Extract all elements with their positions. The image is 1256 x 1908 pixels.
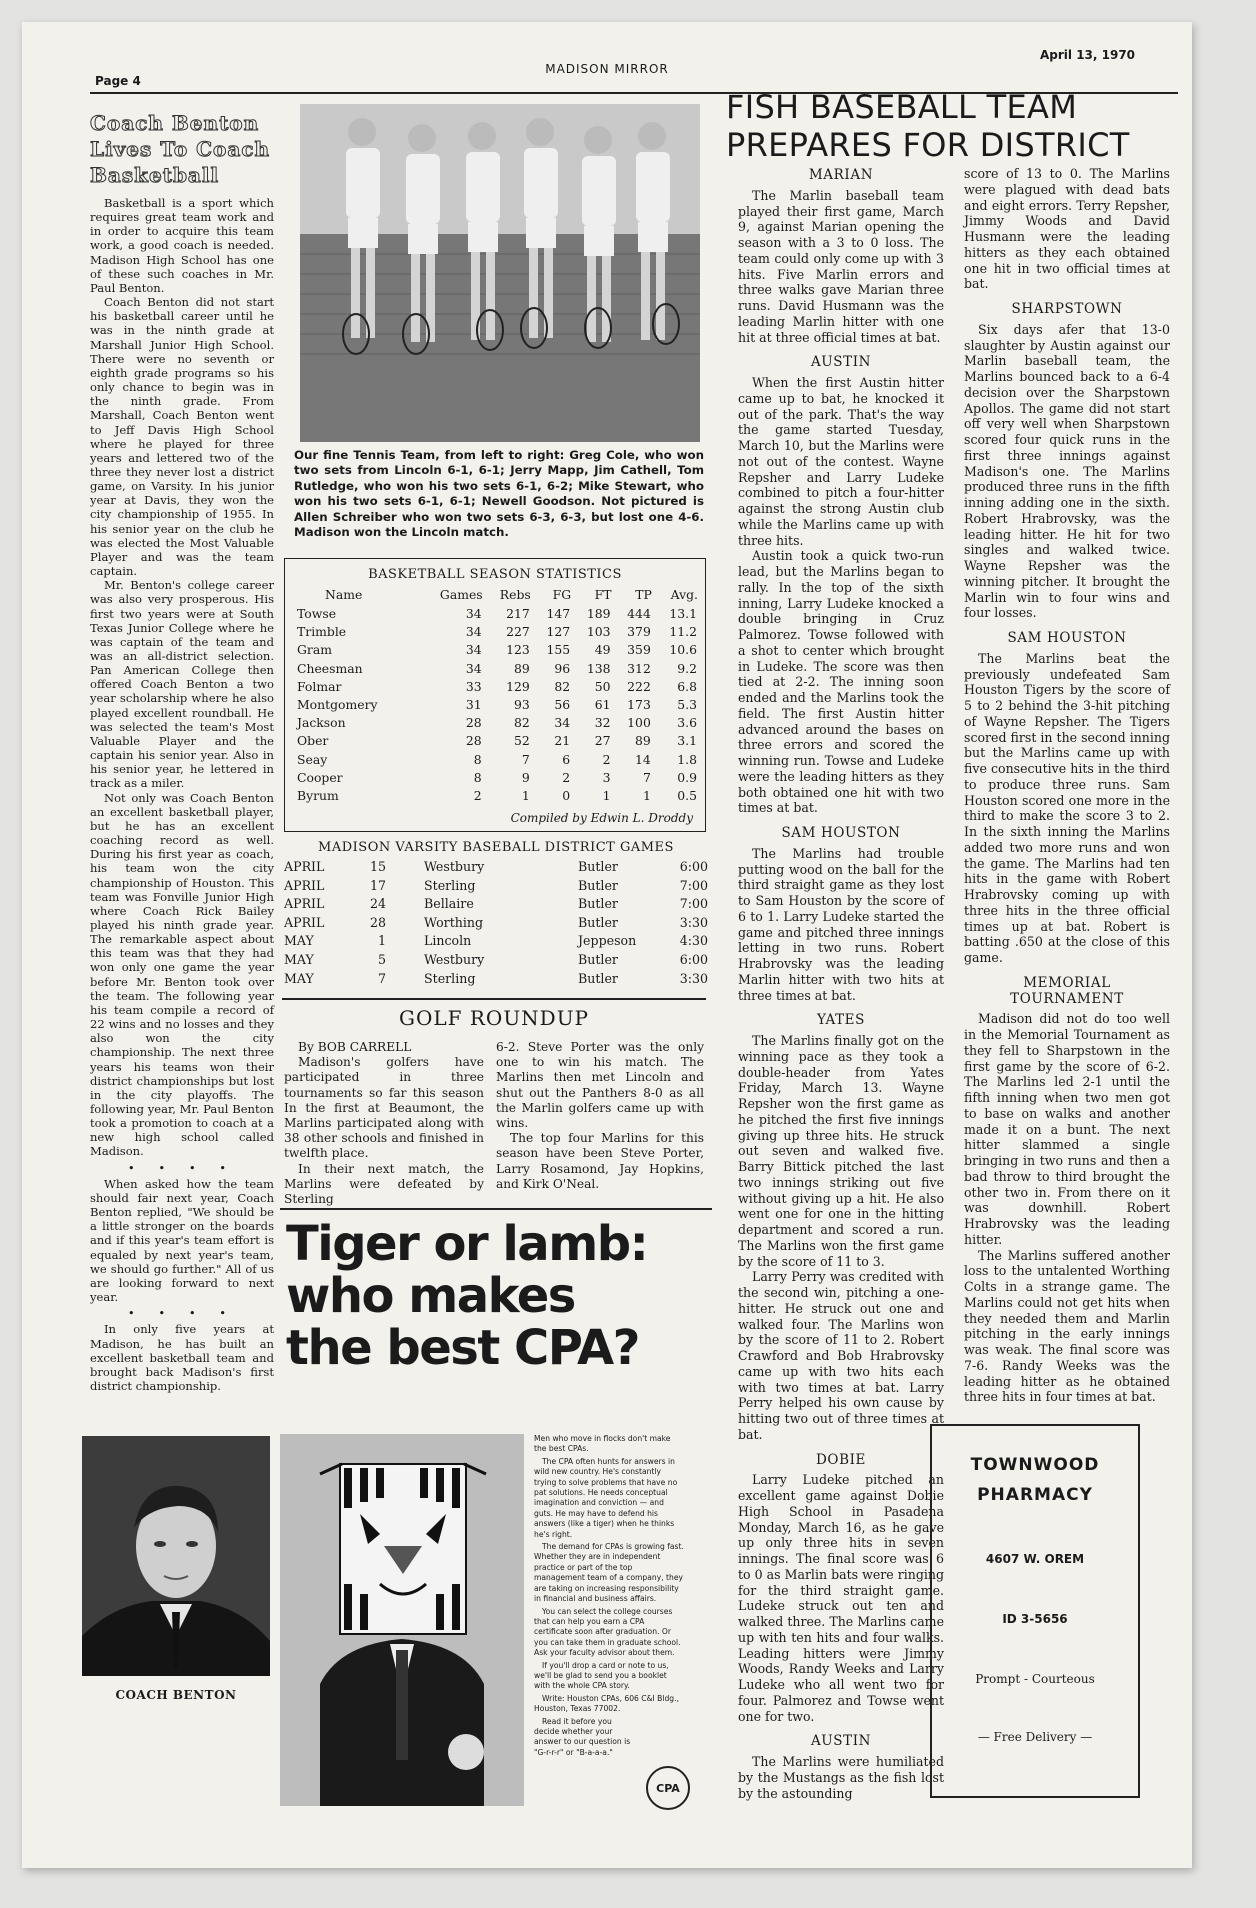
schedule-cell: Sterling	[424, 877, 476, 893]
tiger-mask-illustration	[280, 1434, 524, 1806]
schedule-cell: APRIL	[284, 896, 325, 912]
stats-cell: 9	[521, 769, 530, 785]
fish-headline-line: PREPARES FOR DISTRICT	[726, 126, 1130, 164]
fish-para: When the first Austin hitter came up to bat, he knocked it out of the park. That's the way the game started Tuesday, March 10, but the Marlins were not out of the contest. Wayne Repsher and Larry Ludeke combined to pitch a four-hitter against the strong Austin club while the Marlins came up with three hits.	[738, 375, 944, 548]
stats-row	[295, 696, 699, 714]
fish-para: score of 13 to 0. The Marlins were plagued with dead bats and eight errors. Terry Repsher, Jimmy Woods and David Husmann were the leading hitters as they each obtained one hit in two official times at bat.	[964, 166, 1170, 292]
stats-header-cell: Games	[439, 587, 483, 602]
stats-cell: 1.8	[677, 751, 697, 767]
stats-cell: 9.2	[677, 660, 697, 676]
ad-headline-line: who makes	[286, 1268, 575, 1324]
stats-cell: 50	[594, 678, 611, 694]
stats-row	[295, 714, 699, 732]
stats-cell: Cooper	[297, 769, 343, 785]
golf-para: The top four Marlins for this season have been Steve Porter, Larry Rosamond, Jay Hopkins, and Kirk O'Neal.	[496, 1131, 704, 1191]
stats-cell: 56	[554, 697, 571, 713]
schedule-cell: MAY	[284, 951, 314, 967]
stats-cell: 89	[513, 660, 530, 676]
schedule-cell: Westbury	[424, 859, 485, 874]
schedule-cell: MAY	[284, 933, 314, 949]
fish-headline	[726, 88, 1146, 164]
golf-title: GOLF ROUNDUP	[398, 1006, 590, 1030]
schedule-cell: Lincoln	[424, 933, 472, 949]
schedule-cell: MAY	[284, 970, 314, 986]
schedule-row	[280, 970, 712, 989]
stats-cell: 138	[586, 660, 611, 676]
ad-headline-line: Tiger or lamb:	[286, 1216, 648, 1272]
stats-cell: 1	[521, 788, 530, 804]
ad-copy-para: Read it before you decide whether your answer to our question is "G-r-r-r" or "B-a-a-a."	[534, 1716, 631, 1757]
pharmacy-name-line: PHARMACY	[977, 1485, 1093, 1505]
stats-cell: 6	[562, 751, 571, 767]
stats-cell: 2	[602, 751, 611, 767]
schedule-cell: Butler	[578, 970, 618, 986]
stats-cell: 129	[506, 678, 530, 694]
ad-copy-para: Write: Houston CPAs, 606 C&I Bldg., Houston, Texas 77002.	[534, 1693, 679, 1714]
ad-headline	[286, 1218, 647, 1374]
fish-subhead: YATES	[817, 1012, 865, 1029]
stats-row	[295, 787, 699, 805]
fish-para: Austin took a quick two-run lead, but the Marlins began to rally. In the top of the sixth inning, Larry Ludeke knocked a double bringing in Cruz Palmorez. Towse followed with a shot to center which brought in Ludeke. The score was then tied at 2-2. The inning soon ended and the Marlins took the field. The first Austin hitter advanced around the bases on three errors and scored the winning run. Towse and Ludeke were the leading hitters as they both obtained one hit with two times at bat.	[738, 548, 944, 816]
ad-top-rule	[280, 1208, 712, 1210]
pharmacy-slogan: Prompt - Courteous	[975, 1672, 1095, 1686]
stats-row	[295, 641, 699, 659]
fish-col1	[738, 168, 944, 1801]
stats-cell: 444	[627, 606, 651, 621]
fish-subhead: AUSTIN	[810, 1733, 872, 1750]
stats-cell: Ober	[297, 733, 329, 749]
stats-cell: 7	[642, 769, 651, 785]
stats-cell: 1	[602, 788, 611, 804]
schedule-row	[280, 877, 712, 896]
stats-cell: 27	[594, 733, 611, 749]
coach-photo-caption: COACH BENTON	[115, 1688, 237, 1702]
fish-para: The Marlins were humiliated by the Mustangs as the fish lost by the astounding	[738, 1754, 944, 1801]
ad-copy-para: The demand for CPAs is growing fast. Whether they are in independent practice or part of the top management team of a company, they are taking on increasing responsibility in financial and business affairs.	[534, 1542, 684, 1604]
stats-cell: 123	[506, 642, 530, 658]
schedule-cell: 7:00	[679, 877, 708, 893]
coach-benton-photo	[82, 1436, 270, 1676]
benton-para: Basketball is a sport which requires great team work and in order to acquire this team work, a good coach is needed. Madison High School has one of these such coaches in Mr. Paul Benton.	[90, 196, 274, 295]
schedule-row	[280, 895, 712, 914]
schedule-cell: Jeppeson	[578, 933, 637, 949]
schedule-cell: 5	[377, 951, 386, 967]
stats-cell: 34	[554, 715, 571, 731]
fish-subhead: SAM HOUSTON	[781, 825, 901, 841]
stats-cell: 21	[554, 733, 571, 749]
schedule-cell: 4:30	[679, 933, 708, 949]
page-number: Page 4	[95, 74, 141, 88]
ad-copy-para: You can select the college courses that can help you earn a CPA certificate soon after graduation. Or you can take them in graduate school. Ask your faculty advisor about them.	[534, 1606, 681, 1658]
stats-cell: 217	[506, 606, 530, 621]
golf-para: Madison's golfers have participated in three tournaments so far this season In the first at Beaumont, the Marlins participated along with 38 other schools and finished in twelfth place.	[284, 1055, 484, 1161]
schedule-row	[280, 914, 712, 933]
fish-para: Madison did not do too well in the Memorial Tournament as they fell to Sharpstown in the first game by the score of 6-2. The Marlins led 2-1 until the fifth inning when two men got to base on walks and another made it on a bunt. The next hitter slammed a single bringing in two runs and then a bad throw to third brought the other two in. From there on it was downhill. Robert Hrabrovsky was the leading hitter.	[964, 1011, 1170, 1247]
pharmacy-name	[932, 1450, 1138, 1510]
cpa-seal-icon	[646, 1766, 690, 1810]
fish-subhead: MEMORIAL TOURNAMENT	[1010, 974, 1124, 1007]
stats-credit: Compiled by Edwin L. Droddy	[510, 811, 693, 825]
stats-cell: 33	[465, 678, 482, 694]
stats-row	[295, 660, 699, 678]
stats-cell: 359	[627, 642, 651, 658]
stats-cell: 82	[513, 715, 530, 731]
stats-cell: 155	[546, 642, 571, 658]
stats-cell: Cheesman	[297, 660, 363, 676]
stats-cell: Byrum	[297, 788, 339, 804]
cpa-ad	[280, 1208, 712, 1814]
schedule-row	[280, 858, 712, 877]
stats-header-row	[295, 586, 699, 605]
fish-subhead: AUSTIN	[810, 354, 872, 371]
stats-cell: 34	[465, 606, 482, 621]
fish-subhead: DOBIE	[816, 1451, 866, 1468]
stats-cell: 49	[594, 642, 611, 658]
benton-para: Not only was Coach Benton an excellent basketball player, but he has an excellent coaching record as well. During his first year as coach, his team won the city championship of Houston. This team was Fonville Junior High where Coach Rick Bailey played his ninth grade year. The remarkable aspect about this team was that they had won only one game the year before Mr. Benton took over the team. The following year his team compile a record of 22 wins and no losses and they also won the city championship. The next three years his teams won their district championships but lost in the city playoffs. The following year, Mr. Paul Benton took a promotion to coach at a new high school called Madison.	[90, 790, 274, 1159]
stats-cell: 0	[562, 788, 571, 804]
schedule-row	[280, 932, 712, 951]
stats-row	[295, 678, 699, 696]
schedule-cell: 17	[369, 877, 386, 893]
stats-cell: 93	[513, 697, 530, 713]
stats-cell: 34	[465, 660, 482, 676]
schedule-cell: 15	[369, 859, 386, 874]
stats-cell: 103	[586, 624, 611, 640]
stats-cell: 89	[635, 733, 651, 749]
stats-cell: 6.8	[677, 678, 697, 694]
schedule-cell: 3:30	[679, 914, 708, 930]
benton-para: In only five years at Madison, he has built an excellent basketball team and brought back Madison's first district championship.	[90, 1322, 274, 1393]
stats-cell: 52	[513, 733, 530, 749]
tennis-team-photo	[300, 104, 700, 442]
golf-byline: By BOB CARRELL	[298, 1040, 412, 1054]
pharmacy-phone: ID 3-5656	[1002, 1612, 1068, 1626]
ad-headline-line: the best CPA?	[286, 1320, 640, 1376]
schedule-cell: APRIL	[284, 914, 325, 930]
pharmacy-ad	[930, 1424, 1140, 1798]
stats-header-cell: Avg.	[670, 587, 698, 602]
fish-para: The Marlins finally got on the winning pace as they took a double-header from Yates Friday, March 13. Wayne Repsher won the first game as he pitched the first five innings giving up three hits. He struck out seven and walked five. Barry Bittick pitched the last two innings striking out five without giving up a hit. He also went one for one in the hitting department and scored a run. The Marlins won the first game by the score of 11 to 3.	[738, 1033, 944, 1269]
stats-cell: 100	[627, 715, 651, 731]
schedule-title: MADISON VARSITY BASEBALL DISTRICT GAMES	[318, 840, 674, 855]
stats-cell: 96	[554, 660, 571, 676]
stats-cell: 0.5	[677, 788, 697, 804]
fish-subhead: SHARPSTOWN	[1011, 301, 1123, 317]
section-dots: • • • •	[127, 1160, 237, 1175]
schedule-cell: 7	[377, 970, 386, 986]
schedule-cell: 6:00	[679, 951, 708, 967]
issue-date: April 13, 1970	[1040, 48, 1136, 62]
fish-para: The Marlins suffered another loss to the untalented Worthing Colts in a strange game. The Marlins could not get hits when they needed them and Marlin pitching in the early innings was weak. The final score was 7-6. Randy Weeks was the leading hitter as he obtained three hits in four times at bat.	[964, 1247, 1170, 1405]
stats-cell: Towse	[297, 606, 337, 621]
stats-cell: 2	[473, 788, 482, 804]
golf-para: In their next match, the Marlins were defeated by Sterling	[284, 1161, 484, 1207]
benton-article	[90, 196, 274, 1393]
stats-row	[295, 732, 699, 750]
stats-header-cell: TP	[635, 587, 652, 602]
stats-row	[295, 623, 699, 641]
golf-col2	[496, 1040, 704, 1192]
schedule-cell: Sterling	[424, 970, 476, 986]
schedule-cell: Butler	[578, 951, 618, 967]
stats-cell: 34	[465, 642, 482, 658]
ad-copy-para: The CPA often hunts for answers in wild new country. He's constantly trying to solve problems that have no pat solutions. He needs conceptual imagination and conviction — and guts. He may have to defend his answers (like a tiger) when he thinks he's right.	[534, 1456, 678, 1539]
fish-col2	[964, 166, 1170, 1405]
stats-cell: 1	[642, 788, 651, 804]
stats-box	[284, 558, 706, 832]
ad-copy	[534, 1434, 684, 1758]
newspaper-page	[22, 22, 1192, 1868]
schedule-cell: 1	[377, 933, 386, 949]
stats-cell: 10.6	[669, 642, 697, 658]
stats-cell: Gram	[297, 642, 332, 658]
stats-cell: Montgomery	[297, 697, 378, 713]
benton-para: Mr. Benton's college career was also very prosperous. His first two years were at South Texas Junior College where he was captain of the team and was an all-district selection. Pan American College then offered Coach Benton a two year scholarship where he also played excellent roundball. He was selected the team's Most Valuable Player and the captain his senior year. Also in his senior year, he lettered in track as a miler.	[90, 578, 274, 791]
fish-para: The Marlins had trouble putting wood on the ball for the third straight game as they lost to Sam Houston by the score of 6 to 1. Larry Ludeke started the game and pitched three innings letting in two runs. Robert Hrabrovsky was the leading Marlin hitter with two hits at three times at bat.	[738, 845, 944, 1003]
stats-cell: 34	[465, 624, 482, 640]
schedule-cell: Westbury	[424, 951, 485, 967]
stats-cell: Jackson	[297, 715, 346, 731]
schedule-cell: Butler	[578, 859, 618, 874]
schedule-table	[280, 858, 712, 988]
stats-title: BASKETBALL SEASON STATISTICS	[368, 567, 622, 582]
stats-cell: 222	[627, 678, 651, 694]
fish-para: The Marlin baseball team played their first game, March 9, against Marian opening the season with a 3 to 0 loss. The team could only come up with 3 hits. Five Marlin errors and three walks gave Marian three runs. David Husmann was the leading Marlin hitter with one hit at three official times at bat.	[738, 187, 944, 345]
stats-cell: 312	[627, 660, 651, 676]
ad-copy-para: If you'll drop a card or note to us, we'll be glad to send you a booklet with the whole CPA story.	[534, 1660, 669, 1691]
stats-cell: 3.6	[677, 715, 697, 731]
stats-cell: 147	[546, 606, 571, 621]
stats-row	[295, 751, 699, 769]
stats-cell: Seay	[297, 751, 328, 767]
stats-cell: 11.2	[669, 624, 697, 640]
stats-cell: 2	[562, 769, 571, 785]
schedule-cell: Butler	[578, 914, 618, 930]
cpa-seal-label: CPA	[656, 1781, 680, 1795]
schedule-cell: 3:30	[679, 970, 708, 986]
stats-header-cell: Rebs	[499, 587, 531, 602]
fish-para: The Marlins beat the previously undefeated Sam Houston Tigers by the score of 5 to 2 behind the 3-hit pitching of Wayne Repsher. The Tigers scored first in the second inning but the Marlins came up with five consecutive hits in the third to produce three runs. Sam Houston scored one more in the third to make the score 3 to 2. In the sixth inning the Marlins added two more runs and won the game. The Marlins had ten hits in the game with Robert Hrabrovsky coming up with three hits in the three official times up at bat. Robert is batting .650 at the close of this game.	[964, 650, 1170, 965]
stats-row	[295, 605, 699, 623]
stats-cell: 28	[465, 715, 482, 731]
schedule-rule	[282, 998, 706, 1000]
stats-cell: 8	[473, 769, 482, 785]
fish-headline-line: FISH BASEBALL TEAM	[726, 88, 1078, 126]
stats-cell: 14	[635, 751, 651, 767]
stats-cell: 28	[465, 733, 482, 749]
schedule-cell: Worthing	[424, 914, 484, 930]
stats-cell: 227	[506, 624, 530, 640]
stats-header-cell: FG	[552, 587, 572, 602]
paper-name: MADISON MIRROR	[545, 62, 669, 76]
schedule-cell: 6:00	[679, 859, 708, 874]
schedule-cell: 24	[369, 896, 386, 912]
portrait-illustration	[82, 1436, 270, 1676]
stats-cell: 61	[594, 697, 611, 713]
stats-table	[295, 586, 699, 805]
stats-cell: 31	[465, 697, 482, 713]
stats-header-cell: Name	[325, 587, 363, 602]
stats-header-cell: FT	[594, 587, 612, 602]
benton-para: When asked how the team should fair next year, Coach Benton replied, "We should be a little stronger on the boards and if this year's team effort is equaled by next year's team, we should go further." All of us are looking forward to next year.	[90, 1176, 274, 1305]
schedule-row	[280, 951, 712, 970]
pharmacy-name-line: TOWNWOOD	[970, 1455, 1100, 1475]
fish-subhead: SAM HOUSTON	[1007, 630, 1127, 646]
stats-cell: 127	[546, 624, 571, 640]
stats-cell: 379	[627, 624, 651, 640]
schedule-cell: Butler	[578, 877, 618, 893]
stats-cell: 82	[554, 678, 571, 694]
schedule-cell: Bellaire	[424, 896, 474, 912]
tennis-team-illustration	[300, 104, 700, 442]
stats-row	[295, 769, 699, 787]
golf-para: 6-2. Steve Porter was the only one to win his match. The Marlins then met Lincoln and shut out the Panthers 8-0 as all the Marlin golfers came up with wins.	[496, 1040, 704, 1131]
fish-para: Larry Ludeke pitched an excellent game against Dobie High School in Pasadena Monday, March 16, as he gave up only three hits in seven innings. The final score was 6 to 0 as Marlin bats were ringing for the third straight game. Ludeke struck out ten and walked three. The Marlins came up with ten hits and four walks. Leading hitters were Jimmy Woods, Randy Weeks and Larry Ludeke who all went two for four. Palmorez and Towse went one for two.	[738, 1472, 944, 1724]
stats-cell: 32	[594, 715, 611, 731]
stats-cell: 5.3	[677, 697, 697, 713]
stats-cell: Trimble	[297, 624, 347, 640]
fish-subhead: MARIAN	[808, 167, 874, 183]
benton-headline: Coach Benton Lives To Coach Basketball	[90, 111, 271, 187]
pharmacy-address: 4607 W. OREM	[985, 1552, 1085, 1566]
pharmacy-delivery: — Free Delivery —	[977, 1730, 1093, 1744]
section-dots: • • • •	[127, 1306, 237, 1321]
benton-para: Coach Benton did not start his basketball career until he was in the ninth grade at Marshall Junior High School. There were no seventh or eighth grade programs so his only chance to begin was in the ninth grade. From Marshall, Coach Benton went to Jeff Davis High School where he played for three years and lettered two of the three they never lost a district game, on Varsity. In his junior year at Davis, they won the city championship of 1955. In his senior year on the club he was elected the Most Valuable Player and was the team captain.	[90, 295, 274, 579]
stats-cell: 189	[586, 606, 611, 621]
ad-copy-para: Men who move in flocks don't make the best CPAs.	[534, 1434, 671, 1454]
schedule-cell: APRIL	[284, 859, 325, 874]
tiger-mask-photo	[280, 1434, 524, 1806]
schedule-cell: APRIL	[284, 877, 325, 893]
schedule-cell: Butler	[578, 896, 618, 912]
tennis-caption: Our fine Tennis Team, from left to right: Greg Cole, who won two sets from Lincoln 6-1, 6-1; Jerry Mapp, Jim Cathell, Tom Rutledge, who won his two sets 6-1, 6-2; Mike Stewart, who won his two sets 6-1, 6-1; Newell Goodson. Not pictured is Allen Schreiber who won two sets 6-3, 6-3, but lost one 4-6. Madison won the Lincoln match.	[294, 448, 704, 540]
stats-cell: 13.1	[669, 606, 697, 621]
stats-cell: 3.1	[677, 733, 697, 749]
stats-cell: 7	[521, 751, 530, 767]
golf-col1	[284, 1040, 484, 1207]
schedule-cell: 28	[369, 914, 386, 930]
fish-para: Larry Perry was credited with the second win, pitching a one-hitter. He struck out one and walked four. The Marlins won by the score of 11 to 2. Robert Crawford and Bob Hrabrovsky came up with two hits each with two times at bat. Larry Perry helped his own cause by hitting two out of three times at bat.	[738, 1269, 944, 1442]
stats-cell: 3	[602, 769, 611, 785]
stats-cell: Folmar	[297, 678, 342, 694]
stats-cell: 8	[473, 751, 482, 767]
fish-para: Six days afer that 13-0 slaughter by Austin against our Marlin baseball team, the Marlins bounced back to a 6-4 decision over the Sharpstown Apollos. The game did not start off very well when Sharpstown scored four quick runs in the first three innings against Madison's one. The Marlins produced three runs in the fifth inning adding one in the sixth. Robert Hrabrovsky, was the leading hitter. He hit for two singles and walked twice. Wayne Repsher was the winning pitcher. It brought the Marlin win to four wins and four losses.	[964, 321, 1170, 621]
stats-cell: 0.9	[677, 769, 697, 785]
stats-cell: 173	[627, 697, 651, 713]
schedule-cell: 7:00	[679, 896, 708, 912]
